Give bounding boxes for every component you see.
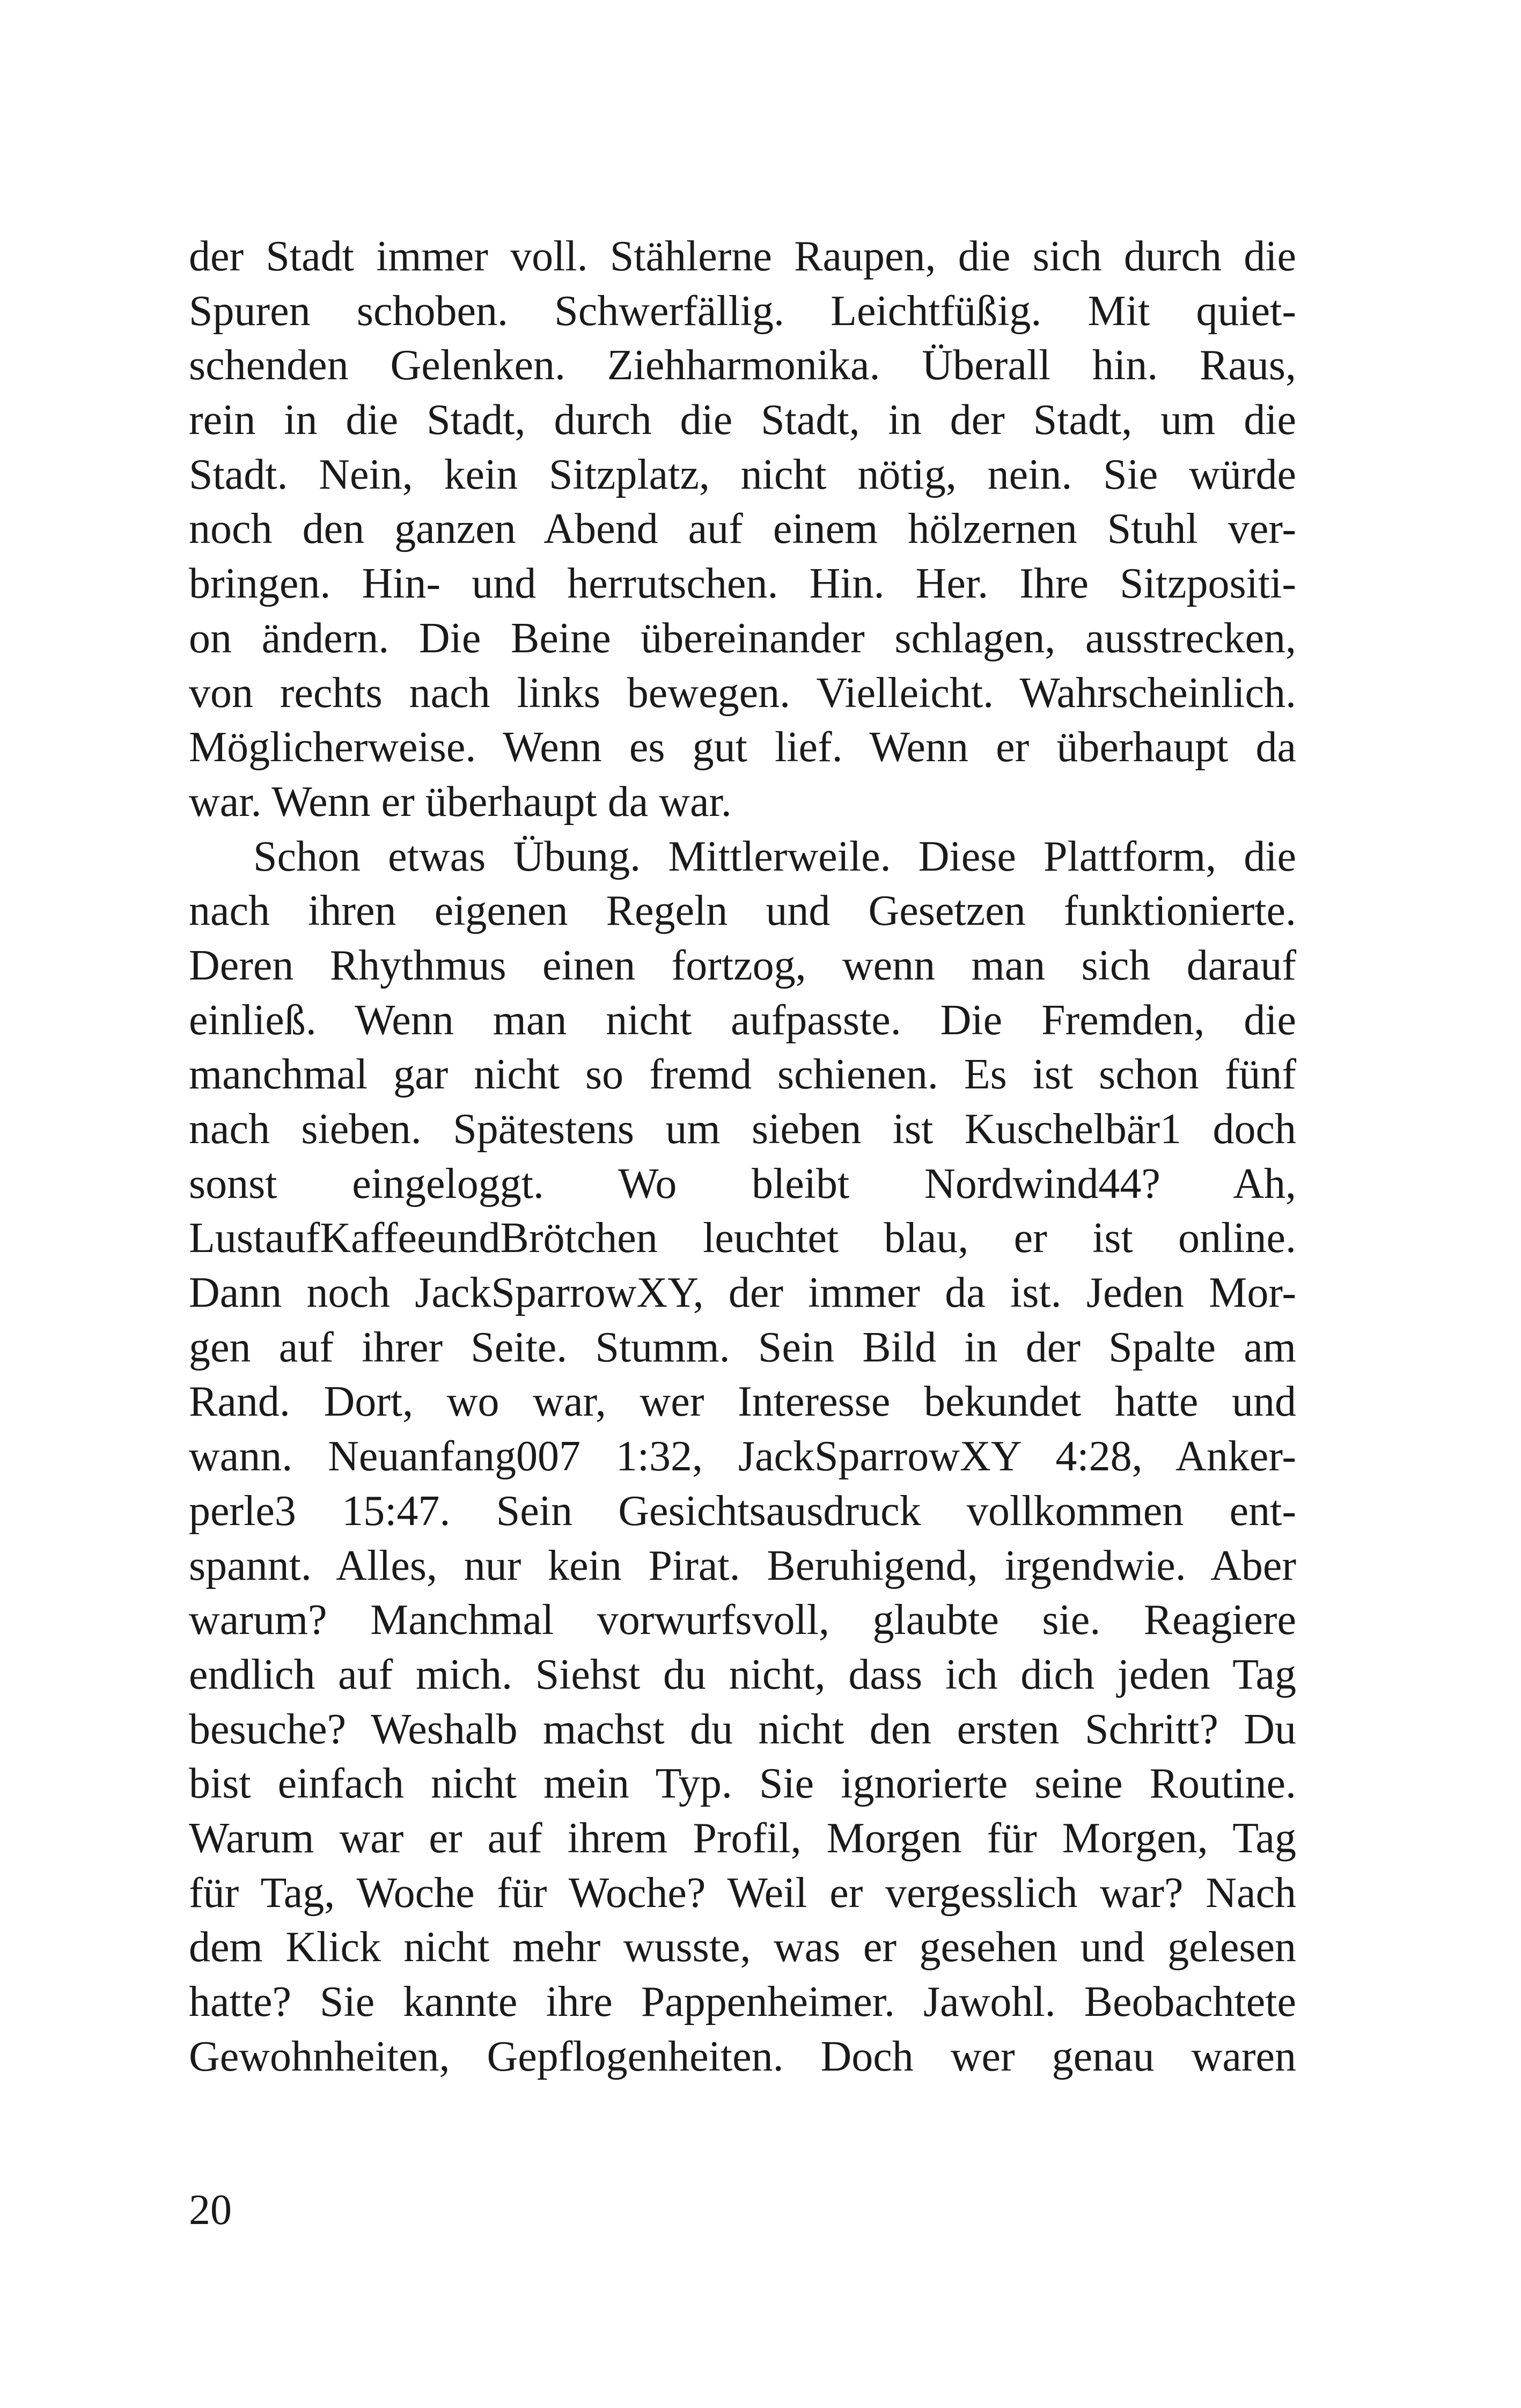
text-line: besuche? Weshalb machst du nicht den ersten Schritt? Du	[189, 1705, 1296, 1753]
body-text	[189, 230, 1296, 2084]
text-line: Deren Rhythmus einen fortzog, wenn man sich darauf	[189, 941, 1296, 989]
text-line: wann. Neuanfang007 1:32, JackSparrowXY 4:28, Anker-	[189, 1433, 1296, 1481]
text-line: Warum war er auf ihrem Profil, Morgen für Morgen, Tag	[189, 1814, 1296, 1862]
text-line: endlich auf mich. Siehst du nicht, dass ich dich jeden Tag	[189, 1651, 1296, 1698]
text-line: LustaufKaffeeundBrötchen leuchtet blau, er ist online.	[189, 1214, 1296, 1262]
text-line: warum? Manchmal vorwurfsvoll, glaubte sie. Reagiere	[189, 1596, 1296, 1644]
text-line: einließ. Wenn man nicht aufpasste. Die Fremden, die	[189, 996, 1296, 1044]
text-line: Spuren schoben. Schwerfällig. Leichtfüßig. Mit quiet-	[189, 287, 1296, 335]
text-line: gen auf ihrer Seite. Stumm. Sein Bild in der Spalte am	[189, 1323, 1296, 1371]
text-line: Möglicherweise. Wenn es gut lief. Wenn er überhaupt da	[189, 724, 1296, 771]
text-line: spannt. Alles, nur kein Pirat. Beruhigend, irgendwie. Aber	[189, 1542, 1296, 1589]
text-line: perle3 15:47. Sein Gesichtsausdruck vollkommen ent-	[189, 1487, 1296, 1535]
text-line: bringen. Hin- und herrutschen. Hin. Her. Ihre Sitzpositi-	[189, 560, 1296, 608]
text-line: von rechts nach links bewegen. Vielleicht. Wahrscheinlich.	[189, 669, 1296, 717]
text-line: war. Wenn er überhaupt da war.	[189, 778, 732, 826]
text-line: Dann noch JackSparrowXY, der immer da ist. Jeden Mor-	[189, 1269, 1296, 1317]
text-line: dem Klick nicht mehr wusste, was er gesehen und gelesen	[189, 1924, 1296, 1971]
text-line: für Tag, Woche für Woche? Weil er vergesslich war? Nach	[189, 1869, 1296, 1917]
text-line: rein in die Stadt, durch die Stadt, in der Stadt, um die	[189, 396, 1296, 444]
paragraph	[189, 830, 1296, 2085]
page-number: 20	[189, 2186, 232, 2234]
paragraph	[189, 230, 1296, 830]
text-line: der Stadt immer voll. Stählerne Raupen, die sich durch die	[189, 233, 1296, 280]
text-line: on ändern. Die Beine übereinander schlagen, ausstrecken,	[189, 614, 1296, 662]
text-line: nach ihren eigenen Regeln und Gesetzen funktionierte.	[189, 887, 1296, 935]
text-line: nach sieben. Spätestens um sieben ist Kuschelbär1 doch	[189, 1106, 1296, 1153]
text-line: hatte? Sie kannte ihre Pappenheimer. Jawohl. Beobachtete	[189, 1978, 1296, 2026]
text-line: Gewohnheiten, Gepflogenheiten. Doch wer genau waren	[189, 2033, 1296, 2080]
text-line: noch den ganzen Abend auf einem hölzernen Stuhl ver-	[189, 505, 1296, 553]
text-line: Rand. Dort, wo war, wer Interesse bekundet hatte und	[189, 1378, 1296, 1426]
text-line: bist einfach nicht mein Typ. Sie ignorierte seine Routine.	[189, 1760, 1296, 1808]
text-line: Schon etwas Übung. Mittlerweile. Diese Plattform, die	[253, 833, 1296, 880]
text-line: manchmal gar nicht so fremd schienen. Es ist schon fünf	[189, 1051, 1296, 1099]
text-line: sonst eingeloggt. Wo bleibt Nordwind44? Ah,	[189, 1160, 1296, 1207]
text-line: schenden Gelenken. Ziehharmonika. Überall hin. Raus,	[189, 342, 1296, 389]
text-line: Stadt. Nein, kein Sitzplatz, nicht nötig, nein. Sie würde	[189, 451, 1296, 498]
